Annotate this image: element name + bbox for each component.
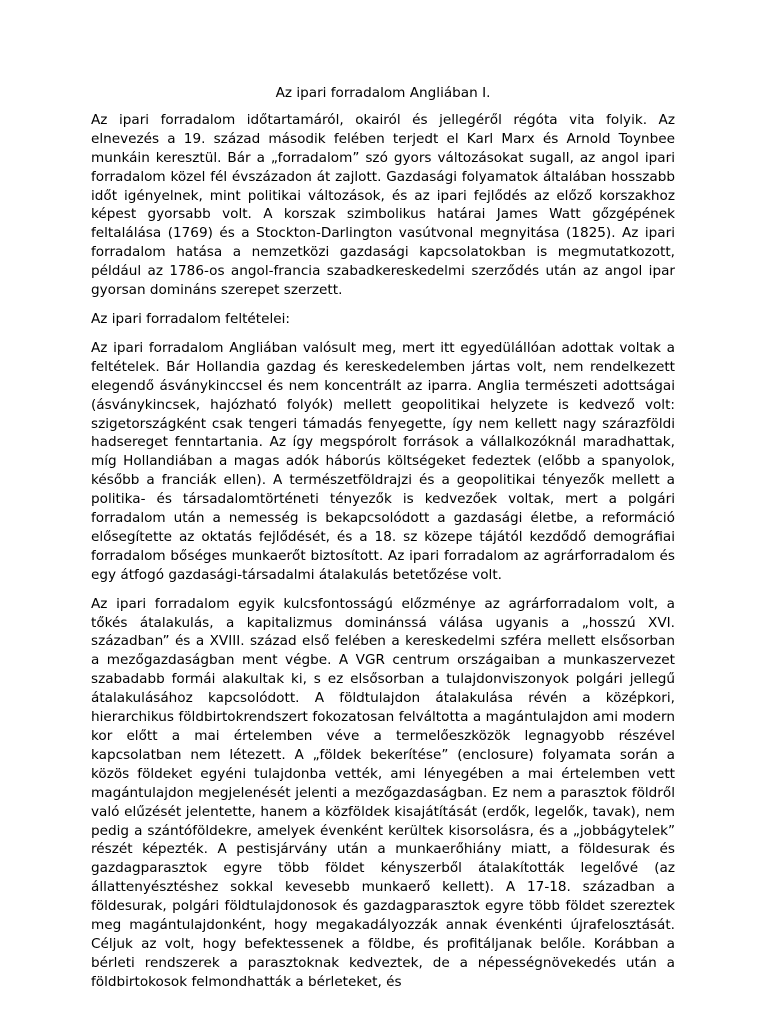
paragraph-agrarian-revolution: Az ipari forradalom egyik kulcsfontosságú előzménye az agrárforradalom volt, a tőkés átalakulás, a kapitalizmus dominánssá válása ugyanis a „hosszú XVI. században” és a XVIII. század első felében a kereskedelmi szféra mellett elsősorban a mezőgazdaságban ment végbe. A VGR centrum országaiban a munkaszervezet szabadabb formái alakultak ki, s ez elsősorban a tulajdonviszonyok polgári jellegű átalakulásához kapcsolódott. A földtulajdon átalakulása révén a középkori, hierarchikus földbirtokrendszert fokozatosan felváltotta a magántulajdon ami modern kor előtt a mai értelemben véve a termelőeszközök legnagyobb részével kapcsolatban nem létezett. A „földek bekerítése” (enclosure) folyamata során a közös földeket egyéni tulajdonba vették, ami lényegében a mai értelemben vett magántulajdon megjelenését jelenti a mezőgazdaságban. Ez nem a parasztok földről való elűzését jelentette, hanem a közföldek kisajátítását (erdők, legelők, tavak), nem pedig a szántóföldekre, amelyek évenként kerültek kisorsolásra, és a „jobbágytelek” részét képezték. A pestisjárvány után a munkaerőhiány miatt, a földesurak és gazdagparasztok egyre több földet kényszerből átalakították legelővé (az állattenyésztéshez sokkal kevesebb munkaerő kellett). A 17-18. században a földesurak, polgári földtulajdonosok és gazdagparasztok egyre több földet szereztek meg magántulajdonként, hogy megakadályozzák annak évenkénti újrafelosztását. Céljuk az volt, hogy befektessenek a földbe, és profitáljanak belőle. Korábban a bérleti rendszerek a parasztoknak kedveztek, de a népességnövekedés után a földbirtokosok felmondhatták a bérleteket, és bbox=[91, 595, 675, 990]
document-page bbox=[91, 84, 675, 1002]
paragraph-conditions: Az ipari forradalom Angliában valósult meg, mert itt egyedülállóan adottak voltak a feltételek. Bár Hollandia gazdag és kereskedelemben jártas volt, nem rendelkezett elegendő ásványkinccsel és nem koncentrált az iparra. Anglia természeti adottságai (ásványkincsek, hajózható folyók) mellett geopolitikai helyzete is kedvező volt: szigetországként csak tengeri támadás fenyegette, így nem kellett nagy szárazföldi hadsereget fenntartania. Az így megspórolt források a vállalkozóknál maradhattak, míg Hollandiában a magas adók háborús költségeket fedeztek (előbb a spanyolok, később a franciák ellen). A természetföldrajzi és a geopolitikai tényezők mellett a politika- és társadalomtörténeti tényezők is kedvezőek voltak, mert a polgári forradalom után a nemesség is bekapcsolódott a gazdasági életbe, a reformáció elősegítette az oktatás fejlődését, és a 18. sz közepe tájától kezdődő demográfiai forradalom bőséges munkaerőt biztosított. Az ipari forradalom az agrárforradalom és egy átfogó gazdasági-társadalmi átalakulás betetőzése volt. bbox=[91, 339, 675, 583]
section-heading-conditions: Az ipari forradalom feltételei: bbox=[91, 310, 290, 327]
paragraph-intro: Az ipari forradalom időtartamáról, okairól és jellegéről régóta vita folyik. Az elnevezés a 19. század második felében terjedt el Karl Marx és Arnold Toynbee munkáin keresztül. Bár a „forradalom” szó gyors változásokat sugall, az angol ipari forradalom közel fél évszázadon át zajlott. Gazdasági folyamatok általában hosszabb időt igényelnek, mint politikai változások, és az ipari fejlődés az előző korszakhoz képest gyorsabb volt. A korszak szimbolikus határai James Watt gőzgépének feltalálása (1769) és a Stockton-Darlington vasútvonal megnyitása (1825). Az ipari forradalom hatása a nemzetközi gazdasági kapcsolatokban is megmutatkozott, például az 1786-os angol-francia szabadkereskedelmi szerződés után az angol ipar gyorsan domináns szerepet szerzett. bbox=[91, 111, 675, 299]
document-title: Az ipari forradalom Angliában I. bbox=[275, 85, 491, 101]
